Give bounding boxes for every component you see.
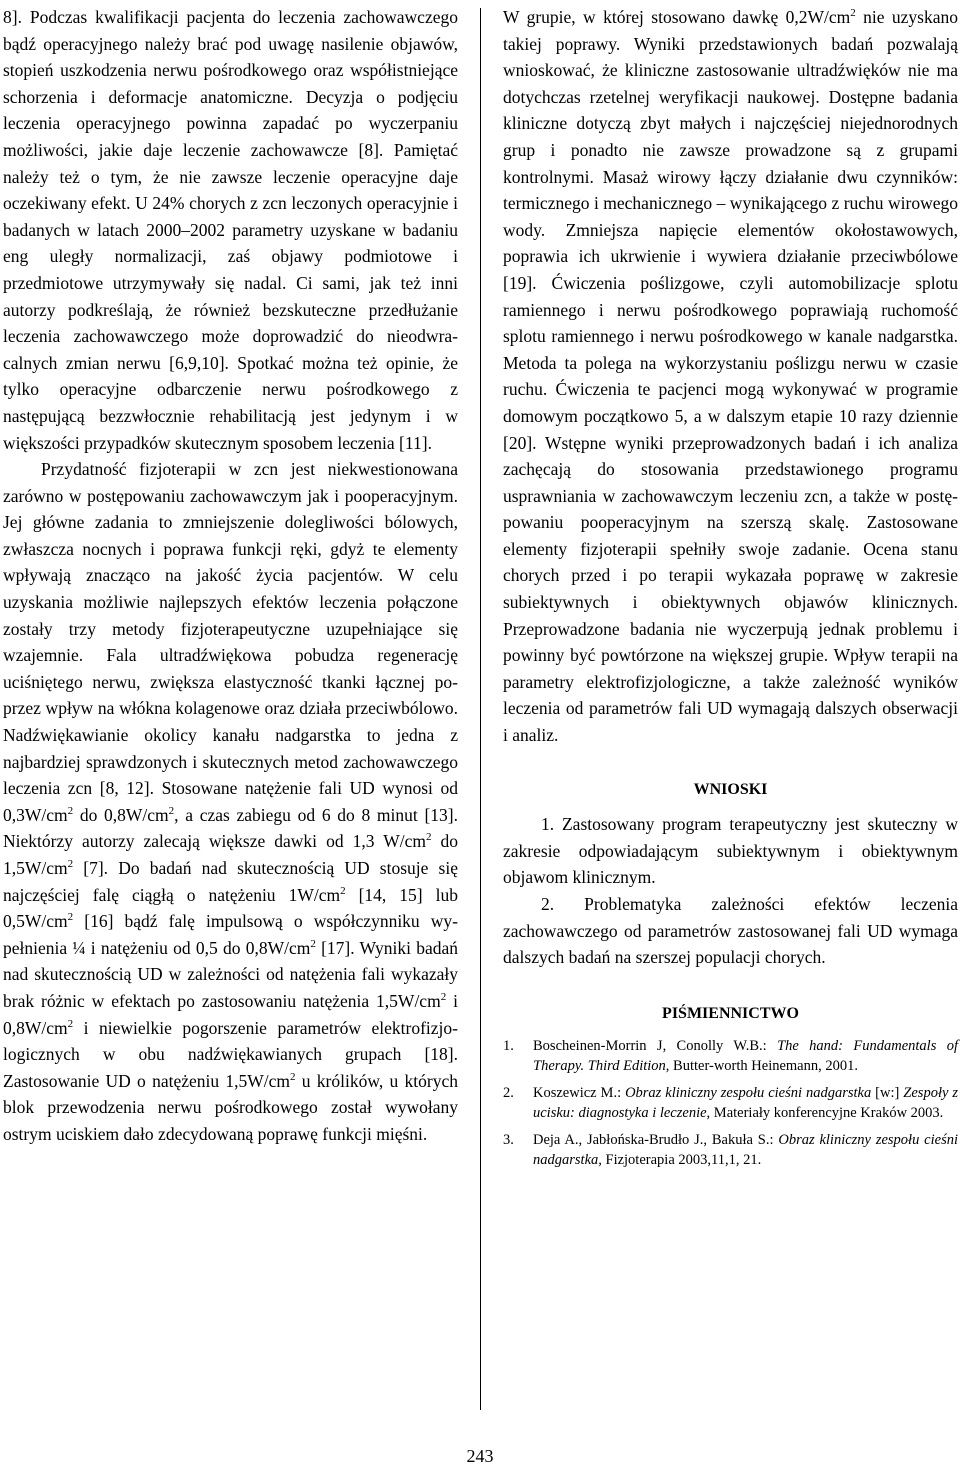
superscript: 2	[310, 937, 316, 950]
references-list	[503, 1037, 958, 1170]
reference-number: 3.	[503, 1132, 514, 1149]
superscript: 2	[440, 990, 447, 1003]
superscript: 2	[67, 911, 74, 924]
conclusions-list	[503, 811, 958, 971]
paragraph	[503, 4, 958, 749]
reference-authors: Koszewicz M.:	[533, 1085, 626, 1102]
reference-number: 1.	[503, 1038, 514, 1055]
text-run: do 1,5W/cm	[3, 831, 459, 878]
right-column	[503, 4, 958, 1178]
conclusions-heading: WNIOSKI	[693, 780, 768, 798]
text-run: , a czas zabiegu od 6 do 8 minut [13]. Niektórzy autorzy zalecają większe dawki od 1,3 W/cm	[3, 804, 458, 852]
reference-number: 2.	[503, 1085, 514, 1102]
text-run: Przydatność fizjoterapii w zcn jest niekwestionowana zarówno w postępowaniu zachowawczym jak i pooperacyjnym. Jej główne zadania to zmniejszenie dolegliwości bólowych, zwłaszcza nocnych i poprawa funkcji ręki, gdyż te elementy wpływają znacząco na jakość życia pacjentów. W celu uzyskania możliwie najlepszych efektów leczenia połączone zostały trzy metody fizjoterapeutyczne uzupełniające się wzajemnie. Fala ultradźwiękowa pobudza regenerację uciśniętego nerwu, zwiększa elastyczność tkanki łącznej poprzez wpływ na włókna kolagenowe oraz działa przeciwbólowo. Nadźwiękawianie okolicy kanału nadgarstka to jedna z najbardziej sprawdzonych i skutecznych metod zachowawczego leczenia zcn [8, 12]. Stosowane natężenie fali UD wynosi od 0,3W/cm	[3, 459, 458, 825]
paragraph	[3, 456, 458, 1147]
reference-title: Obraz kliniczny zespołu cieśni nadgarstka	[625, 1085, 872, 1102]
superscript: 2	[340, 884, 346, 897]
text-run: nie uzyskano takiej poprawy. Wyniki przedstawionych badań pozwalają wnioskować, że kliniczne zastosowanie ultradźwięków nie ma dotychczas rzetelnej weryfikacji naukowej. Dostępne badania kliniczne dotyczą zbyt małych i najczęściej niejednorodnych grup i ponadto nie zawsze prowadzone są z grupami kontrolnymi. Masaż wirowy łączy działanie dwu czynników: termicznego i mechanicznego – wynikającego z ruchu wirowego wody. Zmniejsza napięcie elementów okołostawowych, poprawia ich ukrwienie i wywiera działanie przeciwbólowe [19]. Ćwiczenia poślizgowe, czyli automobilizacje splotu ramiennego i nerwu pośrodkowego poprawiają ruchomość splotu ramiennego i nerwu pośrodkowego w kanale nadgarstka. Metoda ta polega na wykorzystaniu poślizgu nerwu w czasie ruchu. Ćwiczenia te pacjenci mogą wykonywać w programie domowym początkowo 5, a w dalszym etapie 10 razy dziennie [20]. Wstępne wyniki przeprowadzonych badań i ich analiza zachęcają do stosowania przedstawionego programu usprawniania w zachowawczym leczeniu zcn, a także w postępowaniu pooperacyjnym na szerszą skalę. Zastosowane elementy fizjoterapii spełniły swoje zadanie. Ocena stanu chorych przed i po terapii wykazała poprawę w zakresie subiektywnych i obiektywnych objawów klinicznych. Przeprowadzone badania nie wyczerpują jednak problemu i powinny być powtórzone na większej grupie. Wpływ terapii na parametry elektrofizjologiczne, a także zależność wyników leczenia od parametrów fali UD wymagają dalszych obserwacji i analiz.	[503, 7, 958, 746]
reference-rest: Fizjoterapia 2003,11,1, 21.	[601, 1151, 762, 1168]
superscript: 2	[67, 858, 74, 870]
column-divider	[480, 8, 481, 1410]
text-run: u królików, u których blok przewodzenia nerwu pośrodkowego został wywołany ostrym uciskiem dało zdecydowaną poprawę funkcji mięśni.	[3, 1070, 458, 1144]
reference-rest: [w:]	[871, 1085, 904, 1102]
reference-item	[503, 1131, 958, 1170]
text-run: W grupie, w której stosowano dawkę 0,2W/cm	[503, 7, 851, 27]
reference-title: The hand: Fundamentals of Therapy. Third Edition	[533, 1038, 958, 1074]
reference-title: Obraz kliniczny zespołu cieśni nadgarstka,	[533, 1132, 958, 1168]
text-run: [14, 15] lub 0,5W/cm	[3, 884, 458, 932]
paragraph: 8]. Podczas kwalifikacji pacjenta do leczenia zachowawczego bądź operacyjnego należy brać pod uwagę nasilenie objawów, stopień uszkodzenia nerwu pośrodkowego oraz współistniejące schorzenia i deformacje anatomiczne. Decyzja o podjęciu leczenia operacyjnego powinna zapadać po wyczerpaniu możliwości, jakie daje leczenie zachowawcze [8]. Pamiętać należy też o tym, że nie zawsze leczenie operacyjne daje oczekiwany efekt. U 24% chorych z zcn leczonych operacyjnie i badanych w latach 2000–2002 parametry uzyskane w badaniu eng uległy normalizacji, zaś objawy podmiotowe i przedmiotowe utrzymywały się nadal. Ci sami, jak też inni autorzy podkreślają, że również bezskuteczne przedłużanie leczenia zachowawczego może doprowadzić do nieodwracalnych zmian nerwu [6,9,10]. Spotkać można też opinie, że tylko operacyjne odbarczenie nerwu pośrodkowego z następującą bezzwłocznie rehabilitacją jest jedynym i w większości przypadków skutecznym sposobem leczenia [11].	[3, 7, 458, 453]
reference-rest: , Butter-worth Heinemann, 2001.	[665, 1057, 858, 1074]
superscript: 2	[168, 804, 175, 817]
superscript: 2	[425, 831, 432, 844]
text-run: [16] bądź falę impulsową o współczynniku wypełnienia ¼ i natężeniu od 0,5 do 0,8W/cm	[3, 911, 458, 958]
text-run: do 0,8W/cm	[73, 804, 169, 825]
text-run: i 0,8W/cm	[3, 990, 458, 1038]
conclusion-item: 2. Problematyka zależności efektów leczenia zachowawczego od parametrów zastosowanej fali UD wymaga dalszych badań na szerszej populacji chorych.	[503, 894, 958, 968]
page-number: 243	[466, 1446, 494, 1466]
text-run: [17]. Wyniki badań nad skutecznością UD w zależności od natężenia fali wykazały brak różnic w efektach po zastosowaniu natężenia 1,5W/cm	[3, 937, 458, 1011]
reference-item	[503, 1084, 958, 1123]
left-column	[3, 4, 458, 1148]
text-run: [7]. Do badań nad skutecznością UD stosuje się najczęściej falę ciągłą o natężeniu 1W/cm	[3, 858, 458, 905]
reference-authors: Deja A., Jabłońska-Brudło J., Bakuła S.:	[533, 1132, 779, 1149]
superscript: 2	[290, 1070, 296, 1083]
references-heading: PIŚMIENNICTWO	[662, 1004, 799, 1022]
reference-rest: Materiały konferencyjne Kraków 2003.	[710, 1104, 944, 1121]
superscript: 2	[67, 804, 74, 817]
text-run: i niewielkie pogorszenie parametrów elektrofizjologicznych w obu nadźwiękawianych grupach [18]. Zastosowanie UD o natężeniu 1,5W/cm	[3, 1017, 458, 1091]
reference-item	[503, 1037, 958, 1076]
reference-book-title: Zespoły z ucisku: diagnostyka i leczenie,	[533, 1085, 958, 1121]
reference-authors: Boscheinen-Morrin J, Conolly W.B.:	[533, 1038, 778, 1055]
conclusion-item: 1. Zastosowany program terapeutyczny jest skuteczny w zakresie odpowiadającym subiektywnym i obiektywnym objawom klinicznym.	[503, 814, 958, 888]
superscript: 2	[67, 1017, 74, 1030]
superscript: 2	[850, 7, 856, 19]
